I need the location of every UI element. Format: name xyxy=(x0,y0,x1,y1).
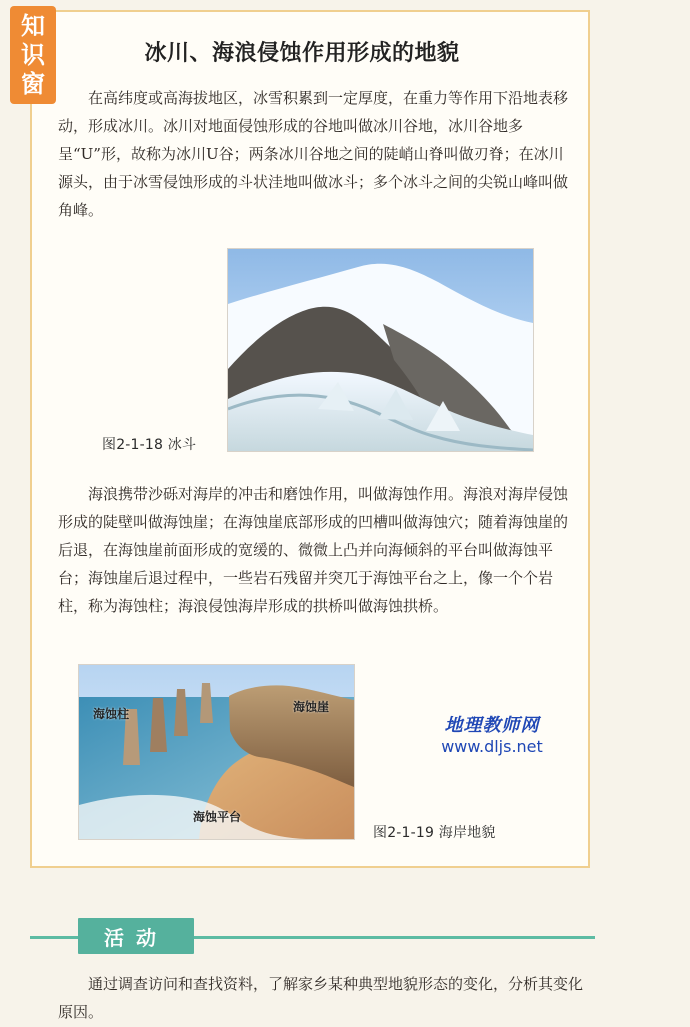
coast-photo xyxy=(78,664,355,840)
wave-paragraph: 海浪携带沙砾对海岸的冲击和磨蚀作用，叫做海蚀作用。海浪对海岸侵蚀形成的陡壁叫做海蚀崖；在海蚀崖底部形成的凹槽叫做海蚀穴；随着海蚀崖的后退，在海蚀崖前面形成的宽缓的、微微上凸并向海倾斜的平台叫做海蚀平台；海蚀崖后退过程中，一些岩石残留并突兀于海蚀平台之上，像一个个岩柱，称为海蚀柱；海浪侵蚀海岸形成的拱桥叫做海蚀拱桥。 xyxy=(58,485,569,615)
sea-stack-label: 海蚀柱 xyxy=(93,707,130,721)
tag-char-1: 知 xyxy=(21,12,45,40)
tag-char-3: 窗 xyxy=(21,70,45,98)
section-title: 冰川、海浪侵蚀作用形成的地貌 xyxy=(144,41,460,66)
glacier-photo xyxy=(227,248,534,452)
watermark-title: 地理教师网 xyxy=(444,715,540,736)
glacier-illustration xyxy=(228,249,533,451)
glacier-caption: 图2-1-18 冰斗 xyxy=(102,437,197,453)
watermark-url: www.dljs.net xyxy=(441,737,543,756)
knowledge-window-tag xyxy=(10,6,56,104)
activity-label: 活动 xyxy=(78,918,194,954)
activity-text: 通过调查访问和查找资料，了解家乡某种典型地貌形态的变化，分析其变化原因。 xyxy=(58,975,584,1021)
sea-cliff-label: 海蚀崖 xyxy=(293,700,330,714)
coast-caption: 图2-1-19 海岸地貌 xyxy=(373,825,496,841)
tag-char-2: 识 xyxy=(21,41,45,69)
glacier-paragraph: 在高纬度或高海拔地区，冰雪积累到一定厚度，在重力等作用下沿地表移动，形成冰川。冰川对地面侵蚀形成的谷地叫做冰川谷地，冰川谷地多呈“U”形，故称为冰川U谷；两条冰川谷地之间的陡峭山脊叫做刃脊；在冰川源头，由于冰雪侵蚀形成的斗状洼地叫做冰斗；多个冰斗之间的尖锐山峰叫做角峰。 xyxy=(58,89,569,219)
wave-platform-label: 海蚀平台 xyxy=(193,810,242,824)
activity-header xyxy=(30,918,595,952)
